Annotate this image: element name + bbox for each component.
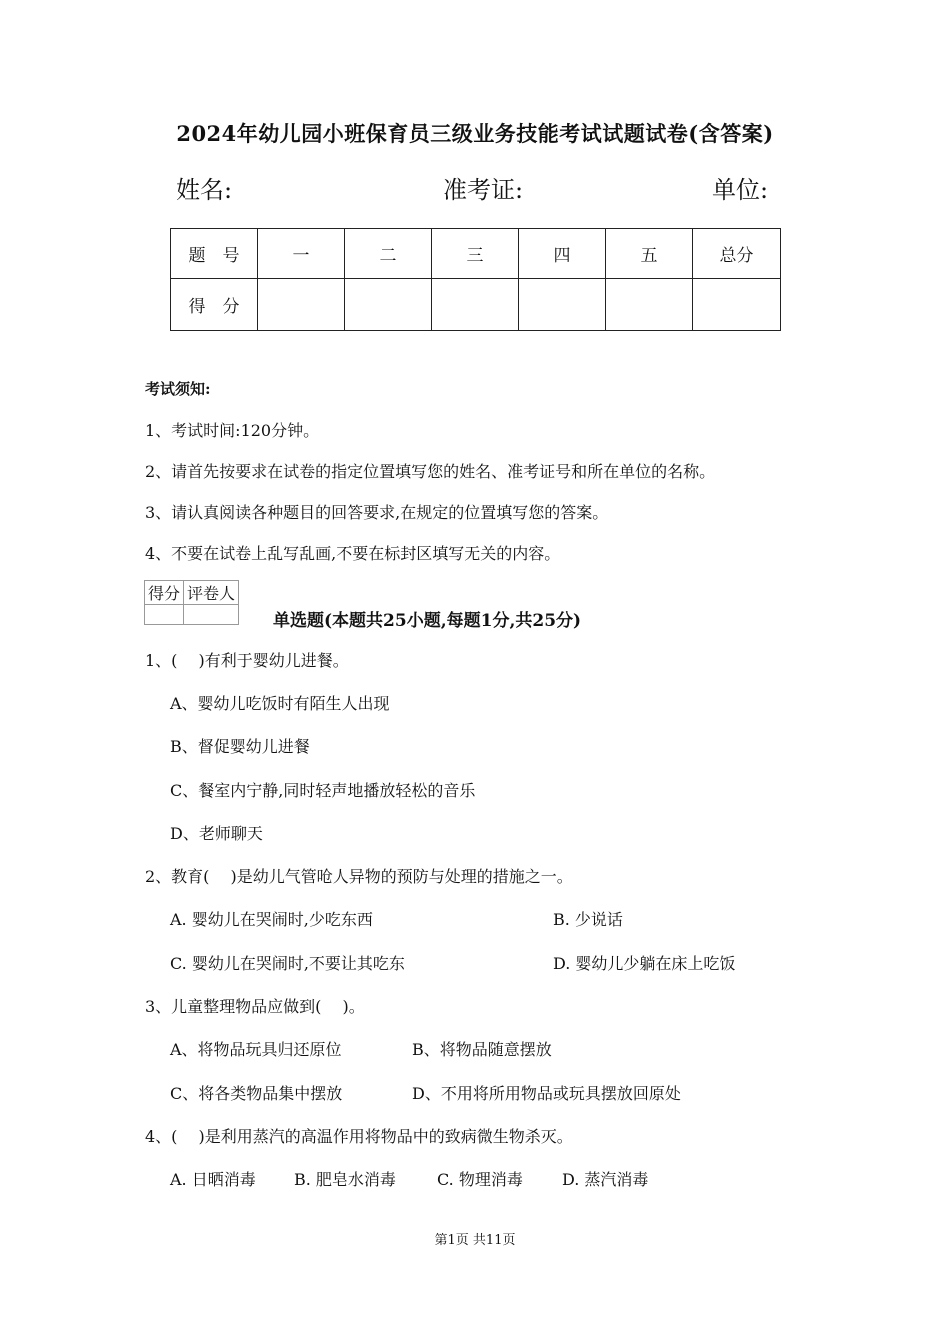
- page-title: 2024年幼儿园小班保育员三级业务技能考试试题试卷(含答案): [176, 121, 774, 146]
- score-table-header-row: [171, 229, 781, 279]
- question-option[interactable]: C、餐室内宁静,同时轻声地播放轻松的音乐: [170, 781, 476, 800]
- page-footer: 第1页 共11页: [434, 1233, 516, 1248]
- question-option[interactable]: B、将物品随意摆放: [412, 1040, 552, 1059]
- grader-table-score-cell[interactable]: [145, 605, 184, 625]
- header-cell-5: 五: [606, 229, 693, 279]
- notice-heading: 考试须知:: [145, 380, 211, 398]
- question-option[interactable]: D. 婴幼儿少躺在床上吃饭: [553, 954, 736, 973]
- question-option[interactable]: D、不用将所用物品或玩具摆放回原处: [412, 1084, 681, 1103]
- score-cell-5[interactable]: [606, 279, 693, 331]
- notice-item: 1、考试时间:120分钟。: [145, 421, 320, 440]
- question-option[interactable]: C. 婴幼儿在哭闹时,不要让其吃东: [170, 954, 405, 973]
- header-cell-1: 一: [258, 229, 345, 279]
- notice-item: 3、请认真阅读各种题目的回答要求,在规定的位置填写您的答案。: [145, 503, 609, 522]
- name-field-label: 姓名:: [176, 176, 233, 204]
- question-stem: 3、儿童整理物品应做到( )。: [145, 997, 365, 1016]
- grader-table-grader-cell[interactable]: [184, 605, 239, 625]
- grader-table-score-label: 得分: [145, 581, 184, 605]
- question-stem: 1、( )有利于婴幼儿进餐。: [145, 651, 349, 670]
- question-option[interactable]: C. 物理消毒: [437, 1170, 523, 1189]
- question-stem: 4、( )是利用蒸汽的高温作用将物品中的致病微生物杀灭。: [145, 1127, 573, 1146]
- grader-table: [144, 580, 239, 625]
- question-option[interactable]: A. 婴幼儿在哭闹时,少吃东西: [170, 910, 373, 929]
- score-table: [170, 228, 781, 331]
- question-option[interactable]: A. 日晒消毒: [170, 1170, 256, 1189]
- question-option[interactable]: B. 肥皂水消毒: [294, 1170, 396, 1189]
- score-cell-total[interactable]: [693, 279, 781, 331]
- exam-id-field-label: 准考证:: [443, 176, 524, 204]
- question-stem: 2、教育( )是幼儿气管呛人异物的预防与处理的措施之一。: [145, 867, 573, 886]
- question-option[interactable]: B、督促婴幼儿进餐: [170, 737, 310, 756]
- header-cell-4: 四: [519, 229, 606, 279]
- header-cell-2: 二: [345, 229, 432, 279]
- question-option[interactable]: D、老师聊天: [170, 824, 263, 843]
- header-cell-label: 题 号: [171, 229, 258, 279]
- grader-table-grader-label: 评卷人: [184, 581, 239, 605]
- notice-item: 2、请首先按要求在试卷的指定位置填写您的姓名、准考证号和所在单位的名称。: [145, 462, 716, 481]
- question-option[interactable]: A、婴幼儿吃饭时有陌生人出现: [170, 694, 390, 713]
- notice-item: 4、不要在试卷上乱写乱画,不要在标封区填写无关的内容。: [145, 544, 561, 563]
- score-cell-4[interactable]: [519, 279, 606, 331]
- question-option[interactable]: B. 少说话: [553, 910, 623, 929]
- section-heading: 单选题(本题共25小题,每题1分,共25分): [273, 611, 582, 631]
- unit-field-label: 单位:: [712, 176, 769, 204]
- question-option[interactable]: A、将物品玩具归还原位: [170, 1040, 342, 1059]
- score-cell-1[interactable]: [258, 279, 345, 331]
- score-cell-3[interactable]: [432, 279, 519, 331]
- header-cell-3: 三: [432, 229, 519, 279]
- score-table-score-row: [171, 279, 781, 331]
- score-row-label: 得 分: [171, 279, 258, 331]
- question-option[interactable]: C、将各类物品集中摆放: [170, 1084, 343, 1103]
- question-option[interactable]: D. 蒸汽消毒: [562, 1170, 649, 1189]
- score-cell-2[interactable]: [345, 279, 432, 331]
- header-cell-total: 总分: [693, 229, 781, 279]
